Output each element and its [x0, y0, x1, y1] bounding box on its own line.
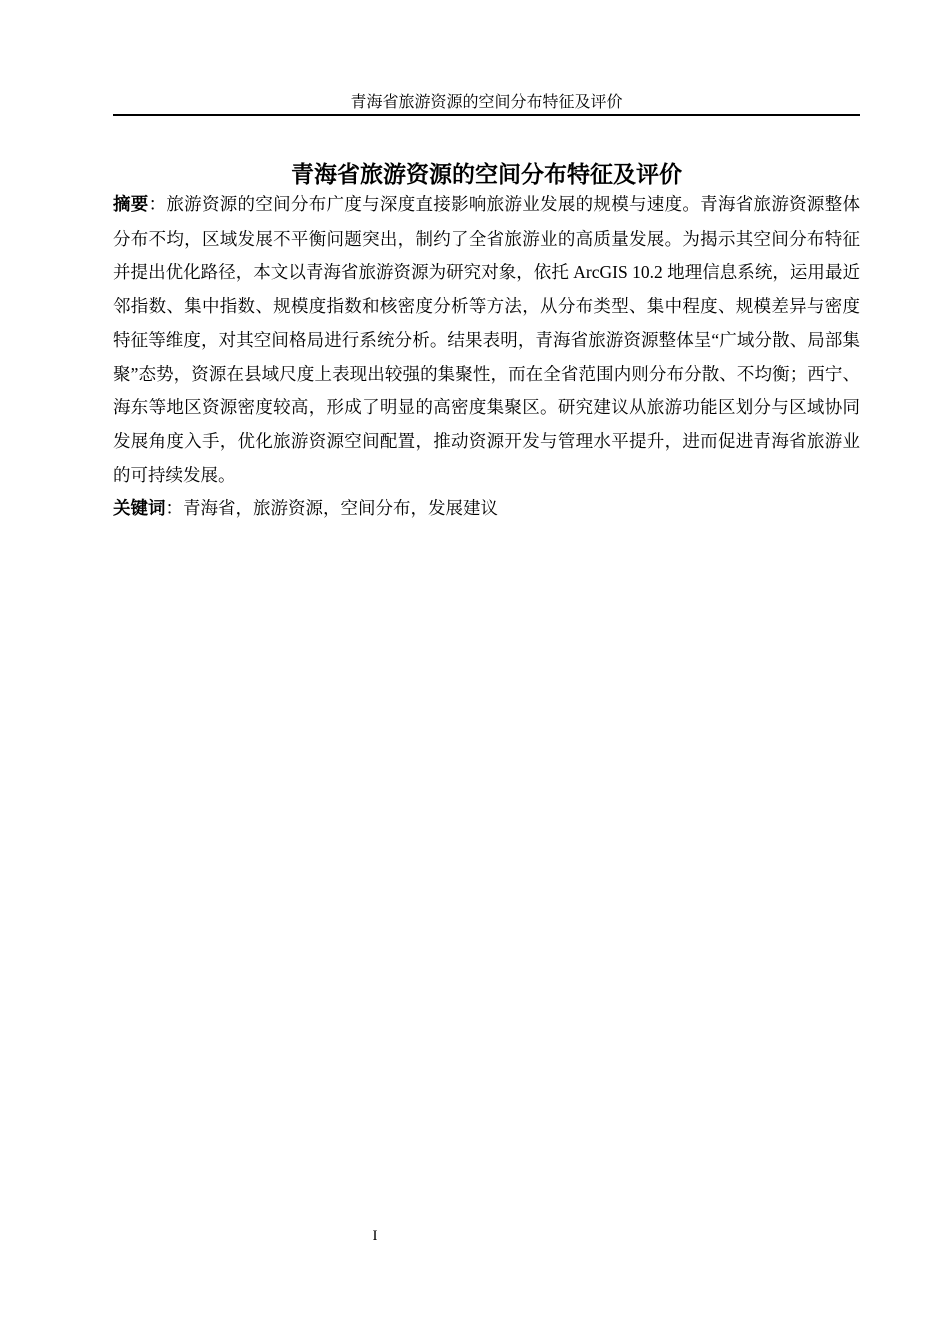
- abstract-text: 旅游资源的空间分布广度与深度直接影响旅游业发展的规模与速度。青海省旅游资源整体分布不均，区域发展不平衡问题突出，制约了全省旅游业的高质量发展。为揭示其空间分布特征并提出优化路径，本文以青海省旅游资源为研究对象，依托 ArcGIS 10.2 地理信息系统，运用最近邻指数、集中指数、规模度指数和核密度分析等方法，从分布类型、集中程度、规模差异与密度特征等维度，对其空间格局进行系统分析。结果表明，青海省旅游资源整体呈“广域分散、局部集聚”态势，资源在县域尺度上表现出较强的集聚性，而在全省范围内则分布分散、不均衡；西宁、海东等地区资源密度较高，形成了明显的高密度集聚区。研究建议从旅游功能区划分与区域协同发展角度入手，优化旅游资源空间配置，推动资源开发与管理水平提升，进而促进青海省旅游业的可持续发展。: [113, 194, 861, 485]
- document-title: 青海省旅游资源的空间分布特征及评价: [291, 162, 682, 188]
- abstract-label-colon: ：: [148, 194, 167, 214]
- running-header: 青海省旅游资源的空间分布特征及评价: [113, 92, 860, 116]
- page-number: I: [372, 1228, 378, 1244]
- keywords-label-colon: ：: [165, 498, 183, 519]
- keywords-text: 青海省，旅游资源，空间分布，发展建议: [183, 498, 498, 519]
- abstract-section: [113, 188, 860, 527]
- abstract-paragraph: [113, 188, 860, 492]
- keywords-label: 关键词: [113, 499, 166, 520]
- abstract-label: 摘要: [113, 195, 149, 215]
- keywords-paragraph: [113, 492, 860, 527]
